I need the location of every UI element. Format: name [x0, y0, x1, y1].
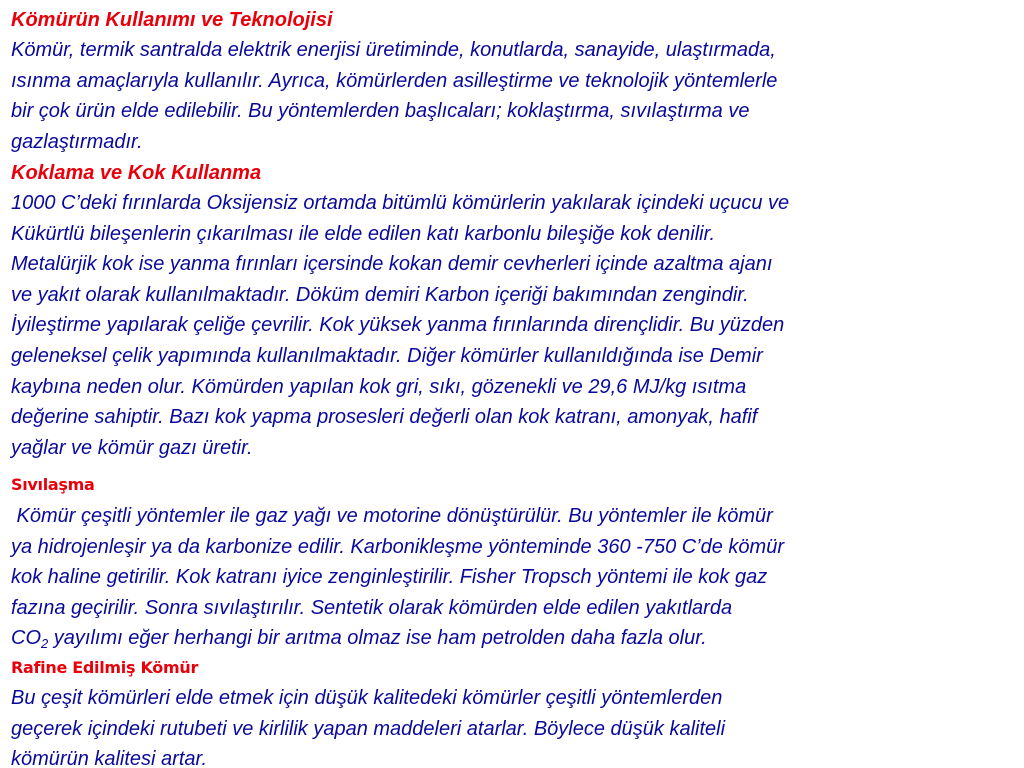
text-line: ya hidrojenleşir ya da karbonize edilir. Karbonikleşme yönteminde 360 -750 C’de kömür [11, 535, 784, 558]
text-line: 1000 C’deki fırınlarda Oksijensiz ortamda bitümlü kömürlerin yakılarak içindeki uçucu ve [11, 192, 790, 214]
section-title-refined-coal: Rafine Edilmiş Kömür [11, 658, 199, 677]
section-title-coal-usage: Kömürün Kullanımı ve Teknolojisi [11, 9, 333, 31]
section-refined-coal [11, 657, 1016, 768]
co2-subscript: 2 [41, 636, 49, 652]
co2-prefix: CO [11, 627, 41, 650]
co2-suffix: yayılımı eğer herhangi bir arıtma olmaz ise ham petrolden daha fazla olur. [48, 627, 707, 650]
text-line: bir çok ürün elde edilebilir. Bu yöntemlerden başlıcaları; koklaştırma, sıvılaştırma ve [11, 100, 750, 123]
text-line: Metalürjik kok ise yanma fırınları içersinde kokan demir cevherleri içinde azaltma ajanı [11, 253, 773, 276]
text-line: İyileştirme yapılarak çeliğe çevrilir. Kok yüksek yanma fırınlarında dirençlidir. Bu yüzden [11, 314, 785, 337]
text-line: kaybına neden olur. Kömürden yapılan kok gri, sıkı, gözenekli ve 29,6 MJ/kg ısıtma [11, 375, 747, 398]
text-line: gazlaştırmadır. [11, 130, 143, 153]
text-line: fazına geçirilir. Sonra sıvılaştırılır. Sentetik olarak kömürden elde edilen yakıtlarda [11, 596, 733, 619]
section-liquefaction [11, 474, 1016, 654]
section-coal-usage [11, 5, 1016, 157]
text-line: değerine sahiptir. Bazı kok yapma prosesleri değerli olan kok katranı, amonyak, hafif [11, 406, 758, 429]
text-line: yağlar ve kömür gazı üretir. [11, 436, 253, 459]
text-line: kok haline getirilir. Kok katranı iyice zenginleştirilir. Fisher Tropsch yöntemi ile kok gaz [11, 566, 768, 589]
text-line: Kömür, termik santralda elektrik enerjisi üretiminde, konutlarda, sanayide, ulaştırmada, [11, 39, 776, 61]
text-line-co2 [11, 623, 1016, 654]
paragraph-refined-coal [11, 683, 1016, 768]
section-title-coking: Koklama ve Kok Kullanma [11, 162, 262, 184]
text-line: geçerek içindeki rutubeti ve kirlilik yapan maddeleri atarlar. Böylece düşük kaliteli [11, 717, 726, 740]
text-line: Bu çeşit kömürleri elde etmek için düşük kalitedeki kömürler çeşitli yöntemlerden [11, 687, 723, 709]
text-line: Kömür çeşitli yöntemler ile gaz yağı ve motorine dönüştürülür. Bu yöntemler ile kömür [11, 505, 773, 527]
paragraph-coal-usage [11, 35, 1016, 157]
text-line: Kükürtlü bileşenlerin çıkarılması ile elde edilen katı karbonlu bileşiğe kok denilir. [11, 222, 716, 245]
text-line: ısınma amaçlarıyla kullanılır. Ayrıca, kömürlerden asilleştirme ve teknolojik yöntemlerle [11, 69, 778, 92]
section-title-liquefaction: Sıvılaşma [11, 475, 95, 494]
section-coking [11, 158, 1016, 463]
text-line: geleneksel çelik yapımında kullanılmaktadır. Diğer kömürler kullanıldığında ise Demir [11, 344, 763, 367]
paragraph-liquefaction [11, 501, 1016, 654]
text-line: ve yakıt olarak kullanılmaktadır. Döküm demiri Karbon içeriği bakımından zengindir. [11, 283, 749, 306]
text-line: kömürün kalitesi artar. [11, 748, 207, 768]
paragraph-coking [11, 188, 1016, 463]
